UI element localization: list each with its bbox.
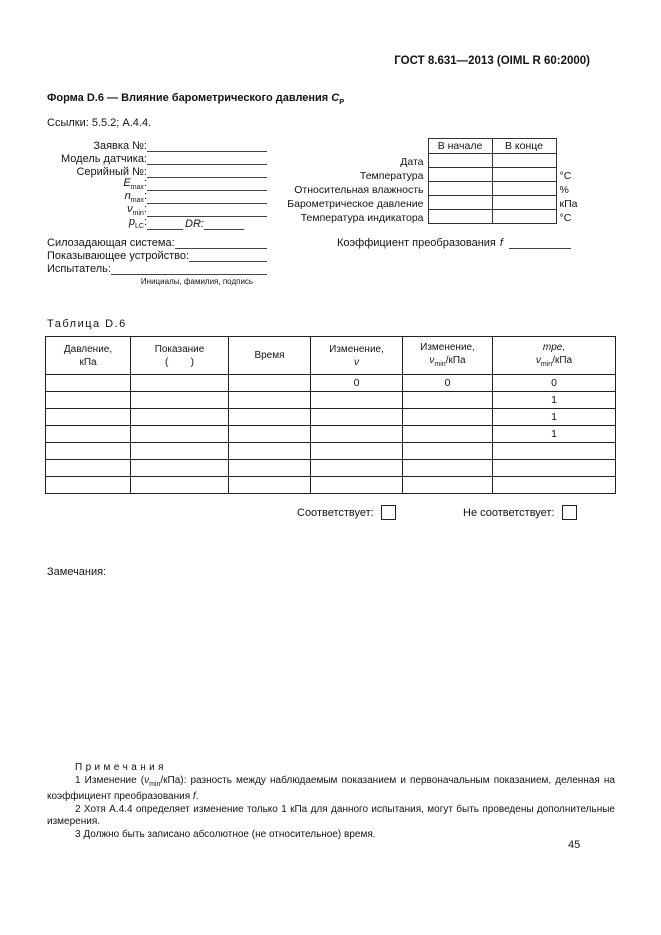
- table-cell[interactable]: 0: [403, 375, 493, 392]
- form-title-symbol: С: [331, 92, 340, 104]
- field-label-dr: DR:: [185, 218, 204, 230]
- condition-label-date: Дата: [400, 155, 424, 168]
- condition-cell[interactable]: [492, 182, 556, 196]
- table-cell[interactable]: [131, 443, 229, 460]
- table-cell[interactable]: 1: [493, 392, 616, 409]
- notes-section: [47, 762, 615, 841]
- table-cell[interactable]: [311, 426, 403, 443]
- input-line[interactable]: [509, 238, 571, 249]
- field-plc-dr: [47, 217, 267, 230]
- input-line[interactable]: [189, 251, 267, 262]
- table-row: [46, 392, 616, 409]
- conditions-col-start: В начале: [428, 139, 492, 154]
- condition-cell[interactable]: [492, 210, 556, 224]
- field-force-system: [47, 236, 267, 249]
- condition-cell[interactable]: [492, 168, 556, 182]
- table-cell[interactable]: [229, 460, 311, 477]
- form-title: [47, 92, 344, 106]
- table-cell[interactable]: [311, 409, 403, 426]
- table-cell[interactable]: [403, 477, 493, 494]
- conditions-block: [284, 138, 588, 224]
- condition-cell[interactable]: [428, 154, 492, 168]
- col-header-change-vmin: Изменение, $\nu_{min}$/кПа: [403, 337, 493, 375]
- compliance-fail-label: Не соответствует:: [463, 506, 555, 519]
- table-cell[interactable]: 0: [311, 375, 403, 392]
- field-label: $р_{LC}$:: [128, 215, 147, 230]
- conversion-factor-symbol: f: [499, 237, 503, 249]
- input-line[interactable]: [147, 219, 183, 230]
- table-cell[interactable]: [131, 477, 229, 494]
- field-application-number: [47, 139, 267, 152]
- input-line[interactable]: [204, 219, 244, 230]
- table-cell[interactable]: [46, 409, 131, 426]
- condition-label-temperature: Температура: [359, 169, 424, 182]
- conditions-table: [284, 138, 588, 224]
- table-cell[interactable]: [229, 477, 311, 494]
- table-row: [46, 426, 616, 443]
- table-cell[interactable]: [493, 443, 616, 460]
- table-cell[interactable]: [46, 460, 131, 477]
- field-tester: [47, 262, 267, 275]
- table-cell[interactable]: [403, 409, 493, 426]
- table-cell[interactable]: [46, 477, 131, 494]
- table-cell[interactable]: [131, 392, 229, 409]
- field-label: $Е_{max}$:: [123, 176, 147, 191]
- condition-cell[interactable]: [492, 196, 556, 210]
- table-cell[interactable]: 1: [493, 409, 616, 426]
- note-2: 2 Хотя А.4.4 определяет изменение только 1 кПа для данного испытания, могут быть проведены дополнительные измерения.: [47, 803, 615, 827]
- table-cell[interactable]: [131, 426, 229, 443]
- condition-unit: [556, 154, 588, 168]
- condition-cell[interactable]: [492, 154, 556, 168]
- field-label: $n_{max}$:: [124, 189, 147, 204]
- col-header-change-v: Изменение, ν: [311, 337, 403, 375]
- table-cell[interactable]: [229, 409, 311, 426]
- input-line[interactable]: [147, 167, 267, 178]
- table-row: [46, 443, 616, 460]
- table-cell[interactable]: [46, 392, 131, 409]
- note-1: 1 Изменение $(\nu_{min}/кПа)$: разность между наблюдаемым показанием и первоначальным показанием, деленная на коэффициент преобразования f.: [47, 774, 615, 802]
- results-table: [45, 336, 616, 494]
- table-cell[interactable]: [311, 392, 403, 409]
- notes-title: П р и м е ч а н и я: [75, 762, 164, 773]
- condition-label-humidity: Относительная влажность: [294, 183, 424, 196]
- compliance-fail: [463, 505, 577, 520]
- table-row: [46, 375, 616, 392]
- table-cell[interactable]: [229, 443, 311, 460]
- table-cell[interactable]: [229, 392, 311, 409]
- compliance-pass: [297, 505, 396, 520]
- table-row: [46, 460, 616, 477]
- field-label: Показывающее устройство:: [47, 250, 190, 262]
- table-cell[interactable]: [493, 460, 616, 477]
- table-cell[interactable]: [131, 375, 229, 392]
- form-fields-block: [47, 139, 267, 286]
- conversion-factor-line: [337, 237, 571, 249]
- standard-header: ГОСТ 8.631—2013 (OIML R 60:2000): [394, 55, 590, 67]
- input-line[interactable]: [147, 193, 267, 204]
- table-cell[interactable]: [311, 477, 403, 494]
- compliance-fail-checkbox[interactable]: [562, 505, 577, 520]
- condition-cell[interactable]: [428, 168, 492, 182]
- col-header-mpe: mpe, $\nu_{min}$/кПа: [493, 337, 616, 375]
- references-text: Ссылки: 5.5.2; А.4.4.: [47, 117, 152, 129]
- page-number: 45: [568, 839, 581, 851]
- table-cell[interactable]: [131, 409, 229, 426]
- table-cell[interactable]: [229, 426, 311, 443]
- condition-cell[interactable]: [428, 182, 492, 196]
- table-caption: Таблица D.6: [47, 318, 127, 330]
- conversion-factor-label: Коэффициент преобразования: [337, 237, 496, 249]
- col-header-time: Время: [229, 337, 311, 375]
- input-line[interactable]: [147, 180, 267, 191]
- field-label: Заявка №:: [93, 140, 147, 152]
- input-line[interactable]: [111, 264, 267, 275]
- table-cell[interactable]: [311, 460, 403, 477]
- table-cell[interactable]: [46, 443, 131, 460]
- field-label: Серийный №:: [76, 166, 147, 178]
- table-row: [46, 477, 616, 494]
- table-cell[interactable]: [403, 443, 493, 460]
- col-header-reading: Показание ( ): [131, 337, 229, 375]
- condition-unit: °С: [559, 169, 572, 182]
- condition-cell[interactable]: [428, 196, 492, 210]
- note-3: 3 Должно быть записано абсолютное (не относительное) время.: [75, 828, 376, 840]
- form-title-symbol-sub: Р: [339, 97, 345, 107]
- input-line[interactable]: [147, 154, 267, 165]
- input-line[interactable]: [147, 141, 267, 152]
- conditions-col-end: В конце: [492, 139, 556, 154]
- table-cell[interactable]: 0: [493, 375, 616, 392]
- condition-unit: %: [559, 183, 569, 196]
- table-cell[interactable]: [46, 426, 131, 443]
- table-cell[interactable]: [229, 375, 311, 392]
- condition-label-indicator-temp: Температура индикатора: [300, 211, 424, 224]
- table-cell[interactable]: 1: [493, 426, 616, 443]
- condition-unit: кПа: [559, 197, 578, 210]
- field-label: Модель датчика:: [61, 153, 147, 165]
- table-cell[interactable]: [311, 443, 403, 460]
- table-cell[interactable]: [403, 426, 493, 443]
- col-header-pressure: Давление, кПа: [46, 337, 131, 375]
- table-cell[interactable]: [493, 477, 616, 494]
- field-sensor-model: [47, 152, 267, 165]
- remarks-label: Замечания:: [47, 566, 107, 578]
- compliance-pass-label: Соответствует:: [297, 506, 374, 519]
- condition-unit: °С: [559, 211, 572, 224]
- form-title-text: Форма D.6 — Влияние барометрического давления: [47, 92, 332, 104]
- table-cell[interactable]: [46, 375, 131, 392]
- field-label: Испытатель:: [47, 263, 111, 275]
- condition-label-pressure: Барометрическое давление: [287, 197, 424, 210]
- tester-caption: Инициалы, фамилия, подпись: [140, 277, 254, 286]
- condition-cell[interactable]: [428, 210, 492, 224]
- table-cell[interactable]: [403, 460, 493, 477]
- field-label: $\nu_{min}$:: [127, 202, 147, 217]
- table-row: [46, 409, 616, 426]
- compliance-pass-checkbox[interactable]: [381, 505, 396, 520]
- table-cell[interactable]: [403, 392, 493, 409]
- input-line[interactable]: [147, 206, 267, 217]
- input-line[interactable]: [175, 238, 267, 249]
- table-cell[interactable]: [131, 460, 229, 477]
- field-indicating-device: [47, 249, 267, 262]
- field-label: Силозадающая система:: [47, 237, 175, 249]
